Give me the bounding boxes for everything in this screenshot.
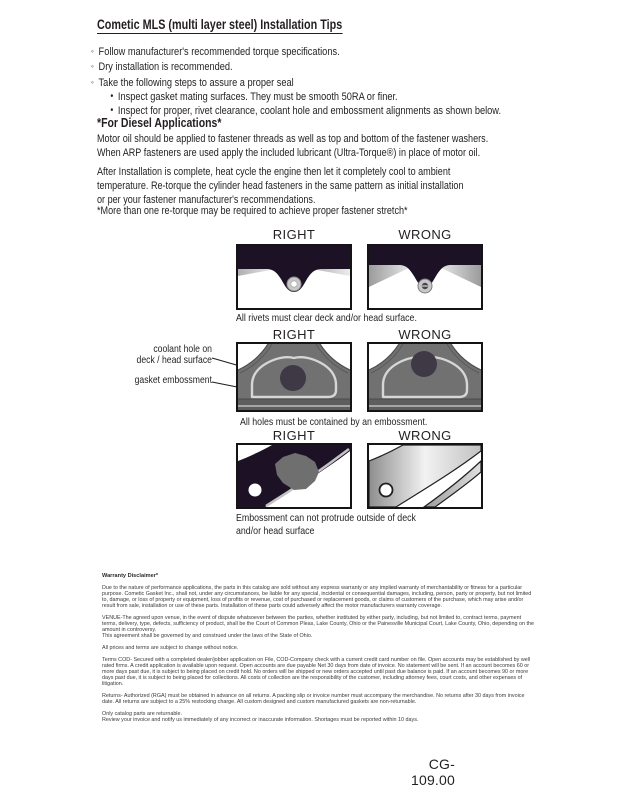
review-invoice-line: Review your invoice and notify us immediately of any incorrect or inaccurate information. Shortages must be reported within 10 days.: [102, 716, 419, 723]
retorque-note: *More than one re-torque may be required to achieve proper fastener stretch*: [97, 205, 408, 217]
gasket-embossment-callout: gasket embossment: [134, 375, 212, 386]
returns-paragraph: Returns- Authorized (RGA) must be obtained in advance on all returns. A packing slip or invoice number must accompany the merchandise. No returns after 30 days from invoice date. All returns are subject to a 25% restocking charge. All custom designed and custom manufactured gaskets are non-returnable.: [102, 692, 525, 705]
bullet-text: Follow manufacturer's recommended torque specifications.: [98, 46, 340, 58]
embossment-protrude-diagram: [369, 445, 481, 507]
terms-paragraph: Terms COD- Secured with a completed dealer/jobber application on File, COD-Company check with a current credit card number on file. Open accounts may be established by well rated firms. A credit application is available upon request. Open accounts are due payable Net 30 days from date of invoice. No statement will be sent. If an account becomes 60 or more days past due, it is subject to being placed on credit hold. No orders will be shipped or new orders accepted until past due balance is paid. If an account becomes 90 or more days past due, it is subject to being placed for collections. All costs of collection are the responsibility of the customer, including attorney fees, court costs, and other expenses of litigation.: [102, 656, 531, 688]
row2-wrong-label: WRONG: [398, 327, 452, 342]
paragraph-line: or per your fastener manufacturer's recommendations.: [97, 193, 316, 206]
caption-line: Embossment can not protrude outside of deck: [236, 512, 416, 524]
bullet-icon: ◦: [91, 46, 94, 56]
hole-contained-diagram: [238, 344, 350, 410]
warranty-disclaimer-block: [102, 573, 534, 728]
page-code: CG-109.00: [410, 756, 455, 788]
embossment-inside-diagram: [238, 445, 350, 507]
bullet-icon: •: [110, 90, 114, 102]
bullet-icon: •: [110, 105, 114, 117]
diagram-embossment-wrong: [367, 342, 483, 412]
hole-outside-diagram: [369, 344, 481, 410]
caption-line: and/or head surface: [236, 524, 315, 537]
row3-right-label: RIGHT: [272, 428, 316, 443]
diagram-rivet-wrong: [367, 244, 483, 310]
list-item: [91, 75, 501, 90]
diagram-protrude-wrong: [367, 443, 483, 509]
installation-tips-list: [91, 44, 501, 118]
row1-right-label: RIGHT: [272, 227, 316, 242]
bullet-text: Inspect for proper, rivet clearance, coolant hole and embossment alignments as shown below.: [117, 105, 502, 118]
row3-wrong-label: WRONG: [398, 428, 452, 443]
catalog-returnable-line: Only catalog parts are returnable.: [102, 710, 183, 717]
diesel-section-heading: *For Diesel Applications*: [97, 116, 222, 130]
row1-caption: All rivets must clear deck and/or head surface.: [236, 312, 417, 324]
bullet-text: Take the following steps to assure a proper seal: [98, 76, 294, 89]
diagram-protrude-right: [236, 443, 352, 509]
bullet-text: Inspect gasket mating surfaces. They must be smooth 50RA or finer.: [117, 90, 398, 103]
row2-caption: All holes must be contained by an embossment.: [240, 416, 428, 428]
callout-line: deck / head surface: [136, 355, 212, 366]
bullet-text: Dry installation is recommended.: [98, 61, 233, 74]
diagram-embossment-right: [236, 342, 352, 412]
agreement-paragraph: This agreement shall be governed by and construed under the laws of the State of Ohio.: [102, 633, 313, 640]
paragraph-line: After Installation is complete, heat cycle the engine then let it completely cool to ambient: [97, 166, 451, 178]
row1-wrong-label: WRONG: [398, 227, 452, 242]
paragraph-line: temperature. Re-torque the cylinder head fasteners in the same pattern as initial installation: [97, 179, 464, 192]
warranty-paragraph: Due to the nature of performance applications, the parts in this catalog are sold without any express warranty or any implied warranty of merchantability or fitness for a particular purpose. Cometic Gasket Inc., shall not, under any circumstances, be liable for any special, incidental or consequential damages, including, person, party or property, but not limited to, damage, or loss of property or equipment, loss of profits or revenue, cost of purchased or replacement goods, or claims of customers of the purchase, which may arise and/or result from sale, installation or use of these parts. Installation of these parts could adversely affect the motor manufacturers warranty coverage.: [102, 584, 532, 610]
rivet-interfere-diagram: [369, 246, 481, 308]
paragraph-line: Motor oil should be applied to fastener threads as well as top and bottom of the fastener washers.: [97, 133, 489, 145]
coolant-hole-callout: [118, 344, 212, 366]
warranty-heading: Warranty Disclaimer*: [102, 573, 159, 579]
diesel-paragraph-1: [97, 133, 488, 161]
list-item: [91, 90, 501, 104]
venue-paragraph: VENUE-The agreed upon venue, in the event of dispute whatsoever between the parties, whether instituted by either party, including, but not limited to, contract terms, payment terms, delivery, type, defects, sufficiency of product, shall be the Court of Common Pleas, Lake County, Ohio or the Painesville Municipal Court, Lake County, Ohio, depending on the amount in controversy.: [102, 614, 534, 634]
diesel-paragraph-2: [97, 166, 464, 207]
bullet-icon: ◦: [91, 76, 94, 87]
row3-caption: [236, 512, 416, 537]
prices-paragraph: All prices and terms are subject to change without notice.: [102, 644, 239, 651]
bullet-icon: ◦: [91, 61, 94, 72]
paragraph-line: When ARP fasteners are used apply the included lubricant (Ultra-Torque®) in place of motor oil.: [97, 146, 481, 159]
diagram-rivet-right: [236, 244, 352, 310]
rivet-clear-diagram: [238, 246, 350, 308]
page-title: Cometic MLS (multi layer steel) Installation Tips: [97, 17, 343, 32]
row2-right-label: RIGHT: [272, 327, 316, 342]
list-item: [91, 59, 501, 74]
list-item: [91, 44, 501, 59]
callout-line: coolant hole on: [153, 344, 212, 355]
